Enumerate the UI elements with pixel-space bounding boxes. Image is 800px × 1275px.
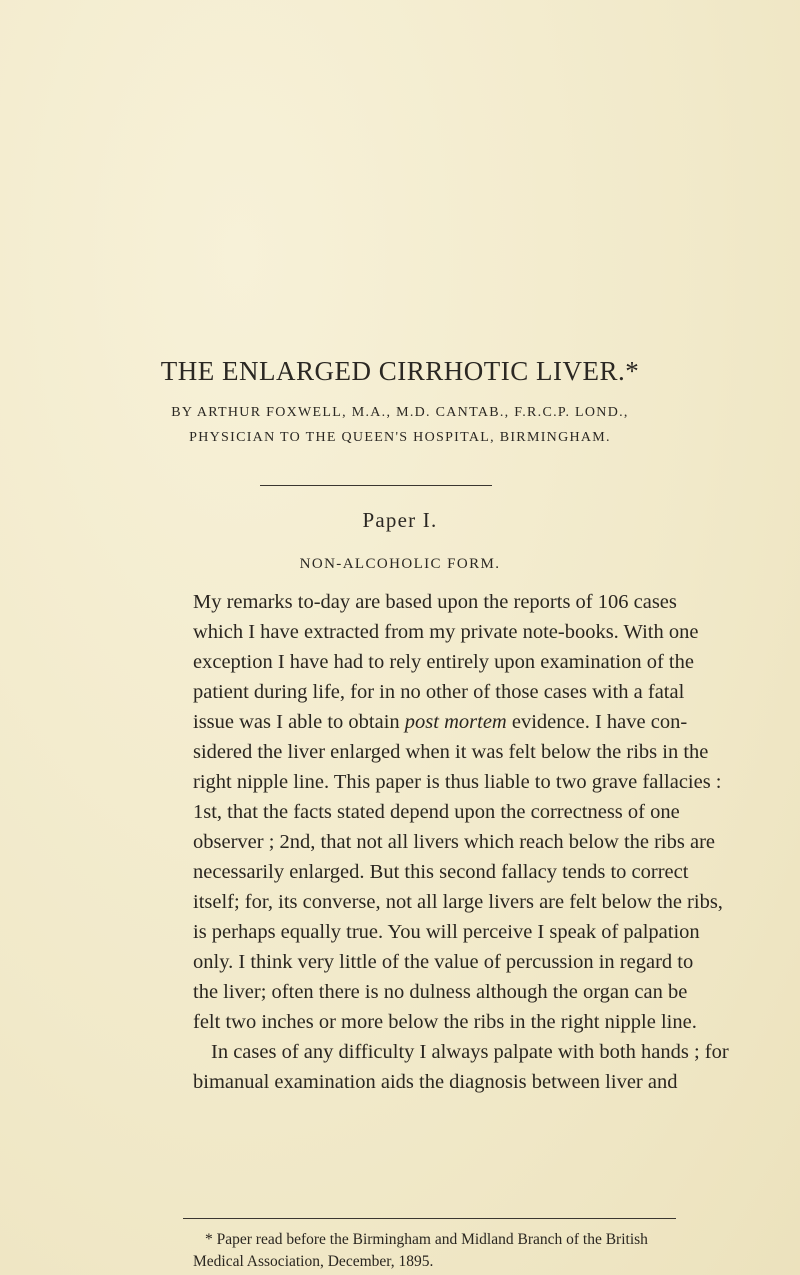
body-text-line: the liver; often there is no dulness although the organ can be: [193, 981, 688, 1003]
body-text-line: sidered the liver enlarged when it was felt below the ribs in the: [193, 741, 709, 763]
body-text-line: [193, 710, 688, 734]
body-text-line: 1st, that the facts stated depend upon the correctness of one: [193, 801, 680, 823]
body-text-line: observer ; 2nd, that not all livers which reach below the ribs are: [193, 831, 716, 853]
body-text-line: bimanual examination aids the diagnosis between liver and: [193, 1071, 678, 1093]
body-text-line: is perhaps equally true. You will perceive I speak of palpation: [193, 921, 700, 943]
body-text-line: In cases of any difficulty I always palpate with both hands ; for: [211, 1041, 729, 1063]
body-text-line: itself; for, its converse, not all large livers are felt below the ribs,: [193, 891, 723, 913]
article-title: THE ENLARGED CIRRHOTIC LIVER.*: [160, 356, 640, 386]
paper-heading: Paper I.: [362, 508, 438, 532]
footnote-line: Medical Association, December, 1895.: [193, 1253, 434, 1270]
body-text-line: which I have extracted from my private note-books. With one: [193, 621, 699, 643]
body-text-line: exception I have had to rely entirely upon examination of the: [193, 651, 694, 673]
author-byline: BY ARTHUR FOXWELL, M.A., M.D. CANTAB., F.R.C.P. LOND.,: [171, 405, 629, 420]
italic-phrase: post mortem: [404, 711, 507, 733]
body-text-segment: issue was I able to obtain: [193, 711, 405, 733]
body-text-line: necessarily enlarged. But this second fallacy tends to correct: [193, 861, 689, 883]
body-text-line: right nipple line. This paper is thus liable to two grave fallacies :: [193, 771, 722, 793]
body-text-line: only. I think very little of the value of percussion in regard to: [193, 951, 694, 973]
body-text-line: patient during life, for in no other of those cases with a fatal: [193, 681, 685, 703]
footnote-line: * Paper read before the Birmingham and Midland Branch of the British: [205, 1231, 648, 1248]
body-text-segment: evidence. I have con-: [506, 711, 688, 733]
section-divider: [260, 485, 492, 486]
body-text-line: felt two inches or more below the ribs in the right nipple line.: [193, 1011, 697, 1033]
form-heading: NON-ALCOHOLIC FORM.: [299, 556, 501, 572]
body-text-line: My remarks to-day are based upon the reports of 106 cases: [193, 591, 677, 613]
author-affiliation: PHYSICIAN TO THE QUEEN'S HOSPITAL, BIRMINGHAM.: [189, 430, 611, 445]
footnote-divider: [183, 1218, 676, 1219]
